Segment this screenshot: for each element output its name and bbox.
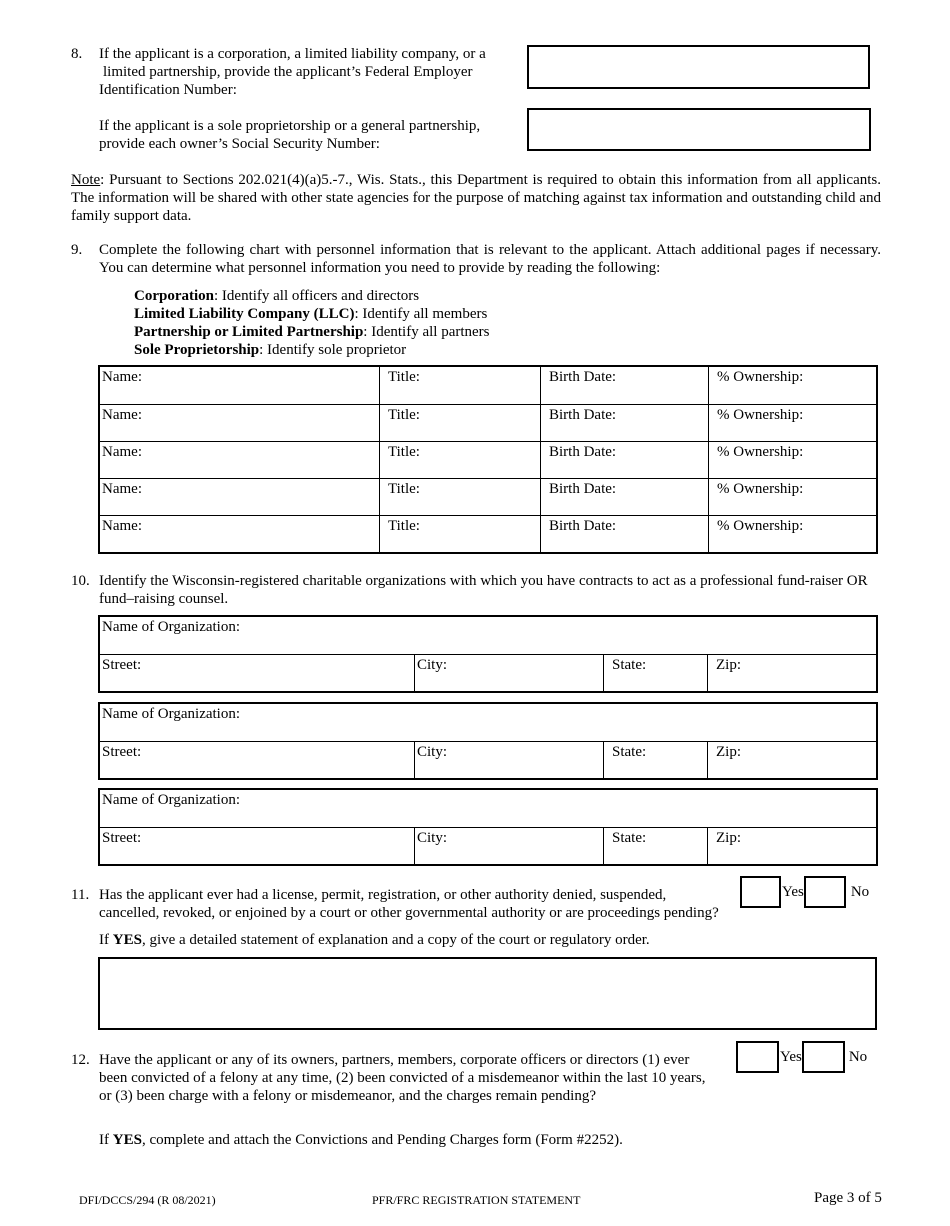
note-paragraph [71, 171, 881, 225]
organization-zip-field[interactable]: Zip: [708, 828, 877, 865]
q8-ssn-line1: If the applicant is a sole proprietorship or a general partnership, [99, 118, 481, 134]
organization-name-row [100, 617, 877, 655]
q12-no-checkbox[interactable] [802, 1041, 845, 1073]
organization-name-field[interactable]: Name of Organization: [100, 617, 877, 655]
organization-block [99, 616, 877, 692]
personnel-title-field[interactable]: Title: [380, 479, 541, 516]
q12-answer [736, 1041, 867, 1073]
personnel-row [100, 479, 877, 516]
personnel-birth-date-field[interactable]: Birth Date: [541, 442, 709, 479]
personnel-ownership-field[interactable]: % Ownership: [709, 442, 877, 479]
personnel-ownership-field[interactable]: % Ownership: [709, 516, 877, 553]
personnel-ownership-field[interactable]: % Ownership: [709, 367, 877, 405]
q8-ssn-line2: provide each owner’s Social Security Number: [99, 136, 380, 152]
q11-line2: cancelled, revoked, or enjoined by a court or other governmental authority or are proceedings pending? [99, 905, 719, 921]
q12-line1: Have the applicant or any of its owners, partners, members, corporate officers or directors (1) ever [99, 1052, 690, 1068]
q11-line1: Has the applicant ever had a license, permit, registration, or other authority denied, suspended, [99, 887, 667, 903]
q9-number: 9. [71, 242, 83, 258]
organization-name-field[interactable]: Name of Organization: [100, 790, 877, 828]
organization-zip-field[interactable]: Zip: [708, 655, 877, 692]
entity-sole-proprietorship: Sole Proprietorship: Identify sole proprietor [134, 342, 407, 358]
q11-yes-checkbox[interactable] [740, 876, 781, 908]
q12-text [99, 1051, 739, 1105]
personnel-name-field[interactable]: Name: [100, 479, 380, 516]
q8-fein-line3: Identification Number: [99, 82, 237, 98]
organization-state-field[interactable]: State: [604, 742, 708, 779]
organization-name-field[interactable]: Name of Organization: [100, 704, 877, 742]
personnel-row [100, 405, 877, 442]
q8-ssn-label [99, 117, 519, 153]
q11-number: 11. [71, 887, 90, 903]
organization-city-field[interactable]: City: [415, 828, 604, 865]
personnel-title-field[interactable]: Title: [380, 442, 541, 479]
q8-number: 8. [71, 46, 83, 62]
entity-corporation: Corporation: Identify all officers and directors [134, 288, 420, 304]
personnel-row [100, 442, 877, 479]
q11-no-checkbox[interactable] [804, 876, 846, 908]
q11-text [99, 886, 759, 922]
personnel-birth-date-field[interactable]: Birth Date: [541, 367, 709, 405]
footer-form-id: DFI/DCCS/294 (R 08/2021) [79, 1193, 216, 1207]
q8-fein-line2: limited partnership, provide the applicant’s Federal Employer [103, 64, 473, 80]
personnel-title-field[interactable]: Title: [380, 516, 541, 553]
organization-block [99, 703, 877, 779]
organization-city-field[interactable]: City: [415, 742, 604, 779]
personnel-row [100, 367, 877, 405]
q10-text: Identify the Wisconsin-registered charitable organizations with which you have contracts to act as a professional fund-raiser OR fund–raising counsel. [99, 573, 868, 607]
personnel-ownership-field[interactable]: % Ownership: [709, 479, 877, 516]
q11-answer [740, 876, 869, 908]
q9-entity-list [134, 287, 490, 359]
q8-fein-label [99, 45, 519, 99]
q8-fein-line1: If the applicant is a corporation, a limited liability company, or a [99, 46, 486, 62]
fein-input[interactable] [527, 45, 870, 89]
organization-name-row [100, 704, 877, 742]
q12-no-label: No [848, 1049, 868, 1065]
ssn-input[interactable] [527, 108, 871, 151]
personnel-name-field[interactable]: Name: [100, 405, 380, 442]
organization-address-row [100, 828, 877, 865]
q11-if-yes: If YES, give a detailed statement of explanation and a copy of the court or regulatory order. [99, 932, 650, 948]
personnel-row [100, 516, 877, 553]
organization-city-field[interactable]: City: [415, 655, 604, 692]
organization-address-row [100, 655, 877, 692]
personnel-name-field[interactable]: Name: [100, 367, 380, 405]
q12-yes-checkbox[interactable] [736, 1041, 779, 1073]
organization-street-field[interactable]: Street: [100, 742, 415, 779]
q11-no-label: No [850, 884, 870, 900]
organization-street-field[interactable]: Street: [100, 828, 415, 865]
personnel-title-field[interactable]: Title: [380, 367, 541, 405]
q11-explanation-textarea[interactable] [98, 957, 877, 1030]
personnel-birth-date-field[interactable]: Birth Date: [541, 516, 709, 553]
entity-llc: Limited Liability Company (LLC): Identify all members [134, 306, 488, 322]
organization-block [99, 789, 877, 865]
q11-yes-label: Yes [782, 884, 804, 900]
q10-number: 10. [71, 573, 90, 589]
personnel-birth-date-field[interactable]: Birth Date: [541, 479, 709, 516]
organization-zip-field[interactable]: Zip: [708, 742, 877, 779]
q12-yes-label: Yes [780, 1049, 802, 1065]
q9-text: Complete the following chart with personnel information that is relevant to the applicant. Attach additional pages if necessary. You can determine what personnel information you need to provide by reading the following: [99, 242, 881, 276]
personnel-name-field[interactable]: Name: [100, 442, 380, 479]
personnel-birth-date-field[interactable]: Birth Date: [541, 405, 709, 442]
personnel-title-field[interactable]: Title: [380, 405, 541, 442]
personnel-table [99, 366, 877, 553]
organization-street-field[interactable]: Street: [100, 655, 415, 692]
personnel-ownership-field[interactable]: % Ownership: [709, 405, 877, 442]
personnel-name-field[interactable]: Name: [100, 516, 380, 553]
entity-partnership: Partnership or Limited Partnership: Identify all partners [134, 324, 490, 340]
footer-page-number: Page 3 of 5 [814, 1190, 882, 1206]
q12-if-yes: If YES, complete and attach the Convictions and Pending Charges form (Form #2252). [99, 1132, 623, 1148]
organization-name-row [100, 790, 877, 828]
q12-line3: or (3) been charge with a felony or misdemeanor, and the charges remain pending? [99, 1088, 596, 1104]
note-label: Note [71, 172, 101, 188]
organization-state-field[interactable]: State: [604, 655, 708, 692]
organization-state-field[interactable]: State: [604, 828, 708, 865]
organization-address-row [100, 742, 877, 779]
footer-title: PFR/FRC REGISTRATION STATEMENT [372, 1193, 581, 1207]
note-text: : Pursuant to Sections 202.021(4)(a)5.-7., Wis. Stats., this Department is required to obtain this information from all applicants. The information will be shared with other state agencies for the purpose of matching against tax information and outstanding child and family support data. [71, 172, 881, 224]
q12-line2: been convicted of a felony at any time, (2) been convicted of a misdemeanor within the last 10 years, [99, 1070, 706, 1086]
q12-number: 12. [71, 1052, 90, 1068]
